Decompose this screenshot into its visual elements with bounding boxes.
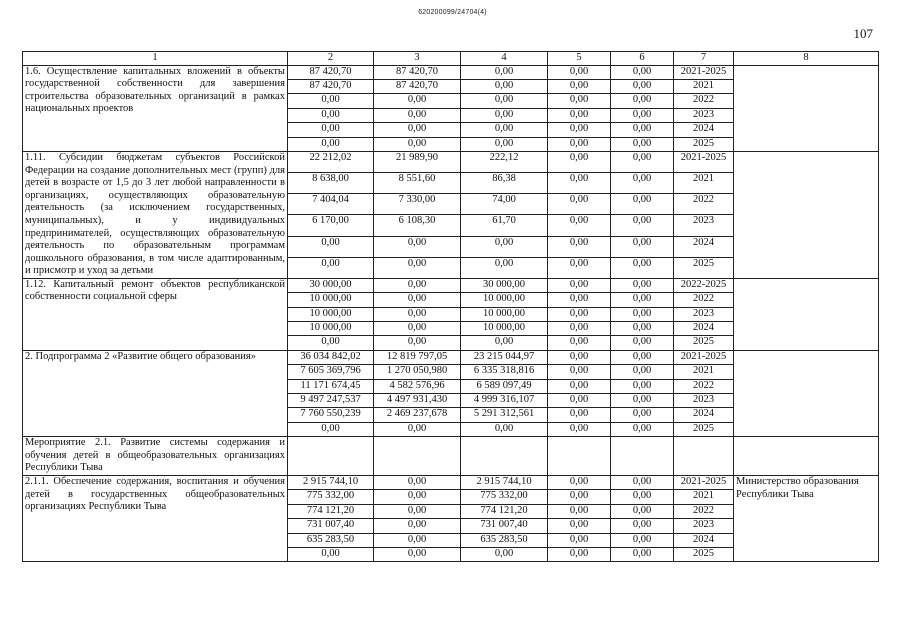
amount-cell: 0,00 (374, 490, 461, 504)
year-cell: 2021-2025 (674, 350, 734, 364)
amount-cell: 4 582 576,96 (374, 379, 461, 393)
amount-cell: 0,00 (374, 236, 461, 257)
row-description: Мероприятие 2.1. Развитие системы содержания и обучения детей в общеобразовательных организациях Республики Тыва (23, 437, 288, 476)
year-cell: 2021-2025 (674, 151, 734, 172)
amount-cell: 0,00 (374, 547, 461, 561)
year-cell: 2024 (674, 533, 734, 547)
amount-cell: 0,00 (374, 137, 461, 151)
amount-cell: 0,00 (461, 336, 548, 350)
year-cell: 2025 (674, 547, 734, 561)
column-header: 7 (674, 52, 734, 66)
amount-cell: 0,00 (611, 519, 674, 533)
amount-cell: 6 170,00 (288, 215, 374, 236)
amount-cell: 0,00 (611, 379, 674, 393)
amount-cell: 0,00 (548, 408, 611, 422)
row-description: 2. Подпрограмма 2 «Развитие общего образования» (23, 350, 288, 436)
amount-cell: 10 000,00 (461, 293, 548, 307)
amount-cell: 0,00 (611, 123, 674, 137)
document-id: 620200099/24704(4) (418, 9, 487, 16)
amount-cell: 0,00 (611, 365, 674, 379)
empty-cell (461, 437, 548, 476)
amount-cell: 0,00 (461, 108, 548, 122)
amount-cell: 222,12 (461, 151, 548, 172)
empty-cell (674, 437, 734, 476)
year-cell: 2024 (674, 123, 734, 137)
amount-cell: 0,00 (374, 504, 461, 518)
amount-cell: 0,00 (288, 257, 374, 278)
amount-cell: 0,00 (461, 257, 548, 278)
table-row (23, 151, 879, 172)
table-row (23, 437, 879, 476)
amount-cell: 6 108,30 (374, 215, 461, 236)
amount-cell: 0,00 (548, 65, 611, 79)
amount-cell: 7 404,04 (288, 194, 374, 215)
year-cell: 2023 (674, 394, 734, 408)
amount-cell: 0,00 (548, 123, 611, 137)
year-cell: 2025 (674, 257, 734, 278)
amount-cell: 0,00 (548, 108, 611, 122)
row-responsible (734, 350, 879, 436)
amount-cell: 0,00 (548, 350, 611, 364)
amount-cell: 8 638,00 (288, 173, 374, 194)
amount-cell: 0,00 (611, 151, 674, 172)
amount-cell: 0,00 (288, 94, 374, 108)
amount-cell: 10 000,00 (461, 307, 548, 321)
amount-cell: 7 760 550,239 (288, 408, 374, 422)
amount-cell: 12 819 797,05 (374, 350, 461, 364)
amount-cell: 5 291 312,561 (461, 408, 548, 422)
empty-cell (288, 437, 374, 476)
budget-table (22, 51, 879, 562)
column-header: 2 (288, 52, 374, 66)
amount-cell: 0,00 (611, 475, 674, 489)
empty-cell (611, 437, 674, 476)
amount-cell: 0,00 (374, 293, 461, 307)
amount-cell: 0,00 (374, 475, 461, 489)
amount-cell: 0,00 (461, 422, 548, 436)
empty-cell (548, 437, 611, 476)
amount-cell: 7 605 369,796 (288, 365, 374, 379)
year-cell: 2021 (674, 365, 734, 379)
row-responsible: Министерство образования Республики Тыва (734, 475, 879, 561)
amount-cell: 0,00 (374, 108, 461, 122)
amount-cell: 0,00 (461, 123, 548, 137)
amount-cell: 4 999 316,107 (461, 394, 548, 408)
amount-cell: 11 171 674,45 (288, 379, 374, 393)
year-cell: 2021-2025 (674, 65, 734, 79)
amount-cell: 0,00 (611, 533, 674, 547)
amount-cell: 30 000,00 (461, 278, 548, 292)
amount-cell: 0,00 (374, 322, 461, 336)
amount-cell: 0,00 (548, 151, 611, 172)
amount-cell: 30 000,00 (288, 278, 374, 292)
amount-cell: 0,00 (548, 547, 611, 561)
row-responsible (734, 278, 879, 350)
year-cell: 2021 (674, 490, 734, 504)
amount-cell: 4 497 931,430 (374, 394, 461, 408)
amount-cell: 0,00 (548, 394, 611, 408)
amount-cell: 0,00 (461, 137, 548, 151)
amount-cell: 0,00 (374, 123, 461, 137)
year-cell: 2022 (674, 94, 734, 108)
row-responsible (734, 151, 879, 278)
amount-cell: 0,00 (611, 236, 674, 257)
year-cell: 2022 (674, 194, 734, 215)
amount-cell: 0,00 (374, 278, 461, 292)
amount-cell: 61,70 (461, 215, 548, 236)
table-body (23, 65, 879, 562)
amount-cell: 635 283,50 (461, 533, 548, 547)
column-header: 1 (23, 52, 288, 66)
amount-cell: 0,00 (548, 173, 611, 194)
amount-cell: 0,00 (548, 94, 611, 108)
amount-cell: 0,00 (374, 533, 461, 547)
amount-cell: 0,00 (611, 108, 674, 122)
year-cell: 2023 (674, 215, 734, 236)
amount-cell: 22 212,02 (288, 151, 374, 172)
amount-cell: 36 034 842,02 (288, 350, 374, 364)
amount-cell: 775 332,00 (288, 490, 374, 504)
amount-cell: 0,00 (461, 79, 548, 93)
amount-cell: 0,00 (611, 394, 674, 408)
column-header: 6 (611, 52, 674, 66)
year-cell: 2024 (674, 236, 734, 257)
amount-cell: 0,00 (548, 236, 611, 257)
amount-cell: 0,00 (611, 79, 674, 93)
amount-cell: 10 000,00 (288, 307, 374, 321)
amount-cell: 0,00 (548, 137, 611, 151)
amount-cell: 0,00 (611, 336, 674, 350)
column-header-row (23, 52, 879, 66)
year-cell: 2023 (674, 519, 734, 533)
amount-cell: 0,00 (548, 336, 611, 350)
amount-cell: 10 000,00 (461, 322, 548, 336)
row-description: 1.12. Капитальный ремонт объектов республиканской собственности социальной сферы (23, 278, 288, 350)
amount-cell: 0,00 (611, 408, 674, 422)
amount-cell: 2 915 744,10 (461, 475, 548, 489)
table-row (23, 475, 879, 489)
amount-cell: 0,00 (611, 94, 674, 108)
amount-cell: 0,00 (548, 422, 611, 436)
amount-cell: 87 420,70 (288, 65, 374, 79)
amount-cell: 0,00 (611, 307, 674, 321)
amount-cell: 0,00 (548, 215, 611, 236)
table-row (23, 278, 879, 292)
year-cell: 2021 (674, 173, 734, 194)
amount-cell: 0,00 (374, 336, 461, 350)
row-responsible (734, 437, 879, 476)
amount-cell: 0,00 (548, 504, 611, 518)
amount-cell: 8 551,60 (374, 173, 461, 194)
year-cell: 2024 (674, 408, 734, 422)
amount-cell: 0,00 (611, 490, 674, 504)
amount-cell: 87 420,70 (288, 79, 374, 93)
amount-cell: 0,00 (461, 65, 548, 79)
amount-cell: 0,00 (548, 322, 611, 336)
amount-cell: 0,00 (611, 137, 674, 151)
row-description: 2.1.1. Обеспечение содержания, воспитания и обучения детей в государственных общеобразовательных организациях Республики Тыва (23, 475, 288, 561)
amount-cell: 74,00 (461, 194, 548, 215)
amount-cell: 7 330,00 (374, 194, 461, 215)
amount-cell: 0,00 (611, 257, 674, 278)
column-header: 5 (548, 52, 611, 66)
amount-cell: 0,00 (548, 365, 611, 379)
row-description: 1.11. Субсидии бюджетам субъектов Российской Федерации на создание дополнительных мест (групп) для детей в возрасте от 1,5 до 3 лет любой направленности в организациях, осуществляющих образовательную деятельность (за исключением государственных, муниципальных), и у индивидуальных предпринимателей, осуществляющих образовательную деятельность по образовательным программам дошкольного образования, в том числе адаптированным, и присмотр и уход за детьми (23, 151, 288, 278)
amount-cell: 0,00 (374, 94, 461, 108)
amount-cell: 0,00 (611, 322, 674, 336)
amount-cell: 0,00 (611, 422, 674, 436)
amount-cell: 0,00 (288, 123, 374, 137)
year-cell: 2025 (674, 137, 734, 151)
year-cell: 2024 (674, 322, 734, 336)
amount-cell: 86,38 (461, 173, 548, 194)
amount-cell: 0,00 (374, 519, 461, 533)
amount-cell: 635 283,50 (288, 533, 374, 547)
amount-cell: 0,00 (611, 278, 674, 292)
amount-cell: 0,00 (374, 422, 461, 436)
amount-cell: 0,00 (611, 215, 674, 236)
year-cell: 2023 (674, 108, 734, 122)
amount-cell: 2 915 744,10 (288, 475, 374, 489)
amount-cell: 23 215 044,97 (461, 350, 548, 364)
row-description: 1.6. Осуществление капитальных вложений в объекты государственной собственности для завершения строительства образовательных организаций в рамках национальных проектов (23, 65, 288, 151)
amount-cell: 9 497 247,537 (288, 394, 374, 408)
amount-cell: 731 007,40 (461, 519, 548, 533)
amount-cell: 0,00 (548, 379, 611, 393)
year-cell: 2021-2025 (674, 475, 734, 489)
year-cell: 2023 (674, 307, 734, 321)
amount-cell: 0,00 (548, 475, 611, 489)
amount-cell: 0,00 (611, 293, 674, 307)
amount-cell: 21 989,90 (374, 151, 461, 172)
amount-cell: 0,00 (288, 108, 374, 122)
amount-cell: 0,00 (288, 547, 374, 561)
table-row (23, 65, 879, 79)
year-cell: 2022 (674, 504, 734, 518)
table-row (23, 350, 879, 364)
amount-cell: 87 420,70 (374, 65, 461, 79)
column-header: 3 (374, 52, 461, 66)
amount-cell: 0,00 (611, 65, 674, 79)
amount-cell: 0,00 (288, 422, 374, 436)
amount-cell: 0,00 (611, 547, 674, 561)
year-cell: 2025 (674, 336, 734, 350)
amount-cell: 0,00 (374, 307, 461, 321)
amount-cell: 0,00 (548, 194, 611, 215)
page-number: 107 (853, 26, 873, 41)
amount-cell: 0,00 (548, 490, 611, 504)
amount-cell: 0,00 (548, 257, 611, 278)
amount-cell: 6 335 318,816 (461, 365, 548, 379)
amount-cell: 10 000,00 (288, 322, 374, 336)
column-header: 8 (734, 52, 879, 66)
year-cell: 2022-2025 (674, 278, 734, 292)
amount-cell: 87 420,70 (374, 79, 461, 93)
year-cell: 2022 (674, 379, 734, 393)
amount-cell: 0,00 (548, 307, 611, 321)
amount-cell: 0,00 (461, 236, 548, 257)
amount-cell: 0,00 (548, 533, 611, 547)
column-header: 4 (461, 52, 548, 66)
amount-cell: 0,00 (374, 257, 461, 278)
year-cell: 2021 (674, 79, 734, 93)
amount-cell: 0,00 (611, 194, 674, 215)
amount-cell: 2 469 237,678 (374, 408, 461, 422)
amount-cell: 0,00 (611, 350, 674, 364)
amount-cell: 0,00 (288, 137, 374, 151)
amount-cell: 0,00 (288, 336, 374, 350)
amount-cell: 0,00 (461, 547, 548, 561)
amount-cell: 0,00 (548, 79, 611, 93)
amount-cell: 774 121,20 (288, 504, 374, 518)
year-cell: 2022 (674, 293, 734, 307)
amount-cell: 0,00 (548, 519, 611, 533)
amount-cell: 775 332,00 (461, 490, 548, 504)
row-responsible (734, 65, 879, 151)
empty-cell (374, 437, 461, 476)
amount-cell: 0,00 (611, 504, 674, 518)
amount-cell: 774 121,20 (461, 504, 548, 518)
amount-cell: 731 007,40 (288, 519, 374, 533)
amount-cell: 10 000,00 (288, 293, 374, 307)
amount-cell: 0,00 (461, 94, 548, 108)
amount-cell: 0,00 (548, 293, 611, 307)
amount-cell: 0,00 (611, 173, 674, 194)
amount-cell: 0,00 (548, 278, 611, 292)
amount-cell: 0,00 (288, 236, 374, 257)
amount-cell: 1 270 050,980 (374, 365, 461, 379)
amount-cell: 6 589 097,49 (461, 379, 548, 393)
year-cell: 2025 (674, 422, 734, 436)
